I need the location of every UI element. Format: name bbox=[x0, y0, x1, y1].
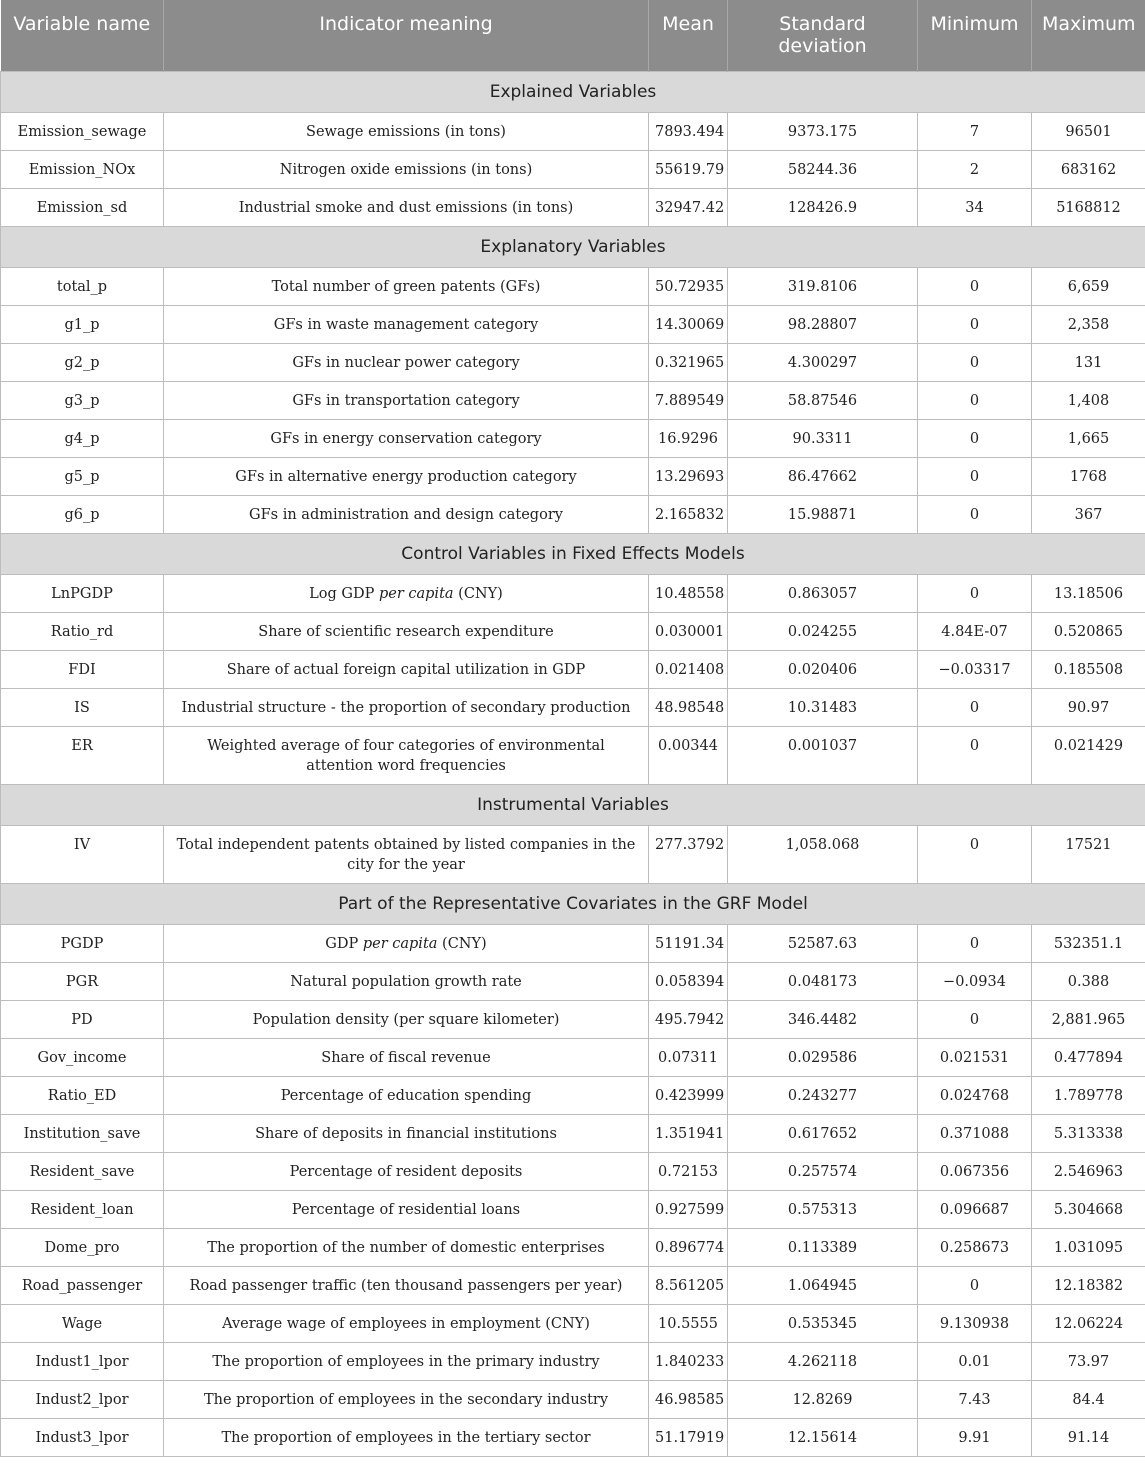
cell-maximum: 367 bbox=[1032, 496, 1145, 534]
cell-standard-deviation: 0.863057 bbox=[728, 575, 918, 613]
cell-minimum: 0.01 bbox=[918, 1343, 1032, 1381]
cell-mean: 2.165832 bbox=[649, 496, 728, 534]
table-row bbox=[1, 1001, 1145, 1039]
cell-variable-name: Emission_NOx bbox=[1, 151, 164, 189]
cell-indicator-meaning: Percentage of residential loans bbox=[164, 1191, 649, 1229]
cell-maximum: 1.031095 bbox=[1032, 1229, 1145, 1267]
cell-minimum: 0 bbox=[918, 925, 1032, 963]
cell-indicator-meaning: GFs in alternative energy production category bbox=[164, 458, 649, 496]
cell-standard-deviation: 15.98871 bbox=[728, 496, 918, 534]
italic-term: per capita bbox=[378, 586, 454, 602]
cell-maximum: 1768 bbox=[1032, 458, 1145, 496]
cell-minimum: −0.0934 bbox=[918, 963, 1032, 1001]
cell-minimum: 0 bbox=[918, 1001, 1032, 1039]
table-row bbox=[1, 1115, 1145, 1153]
cell-mean: 7893.494 bbox=[649, 113, 728, 151]
cell-indicator-meaning: The proportion of employees in the secondary industry bbox=[164, 1381, 649, 1419]
cell-mean: 0.423999 bbox=[649, 1077, 728, 1115]
cell-minimum: 0.021531 bbox=[918, 1039, 1032, 1077]
cell-indicator-meaning: GFs in administration and design category bbox=[164, 496, 649, 534]
cell-standard-deviation: 0.575313 bbox=[728, 1191, 918, 1229]
cell-minimum: 9.91 bbox=[918, 1419, 1032, 1457]
cell-minimum: 34 bbox=[918, 189, 1032, 227]
cell-maximum: 96501 bbox=[1032, 113, 1145, 151]
cell-indicator-meaning: Percentage of education spending bbox=[164, 1077, 649, 1115]
cell-standard-deviation: 1.064945 bbox=[728, 1267, 918, 1305]
cell-minimum: 4.84E-07 bbox=[918, 613, 1032, 651]
section-header-row bbox=[1, 534, 1145, 575]
table-row bbox=[1, 189, 1145, 227]
cell-standard-deviation: 0.113389 bbox=[728, 1229, 918, 1267]
cell-minimum: 0.024768 bbox=[918, 1077, 1032, 1115]
cell-standard-deviation: 4.262118 bbox=[728, 1343, 918, 1381]
cell-indicator-meaning: Road passenger traffic (ten thousand passengers per year) bbox=[164, 1267, 649, 1305]
cell-variable-name: g5_p bbox=[1, 458, 164, 496]
cell-indicator-meaning: Share of deposits in financial institutions bbox=[164, 1115, 649, 1153]
cell-mean: 495.7942 bbox=[649, 1001, 728, 1039]
cell-minimum: 0 bbox=[918, 420, 1032, 458]
cell-minimum: 0 bbox=[918, 306, 1032, 344]
table-row bbox=[1, 1267, 1145, 1305]
cell-indicator-meaning: The proportion of employees in the primary industry bbox=[164, 1343, 649, 1381]
cell-mean: 0.321965 bbox=[649, 344, 728, 382]
cell-variable-name: Institution_save bbox=[1, 1115, 164, 1153]
header-standard-deviation: Standard deviation bbox=[728, 0, 918, 72]
cell-minimum: 0 bbox=[918, 689, 1032, 727]
cell-standard-deviation: 0.001037 bbox=[728, 727, 918, 785]
section-title: Explanatory Variables bbox=[1, 227, 1145, 268]
cell-maximum: 13.18506 bbox=[1032, 575, 1145, 613]
table-row bbox=[1, 113, 1145, 151]
table-row bbox=[1, 575, 1145, 613]
cell-indicator-meaning: Weighted average of four categories of environmental attention word frequencies bbox=[164, 727, 649, 785]
cell-maximum: 6,659 bbox=[1032, 268, 1145, 306]
cell-mean: 51191.34 bbox=[649, 925, 728, 963]
cell-standard-deviation: 12.15614 bbox=[728, 1419, 918, 1457]
table-row bbox=[1, 1153, 1145, 1191]
cell-minimum: 0 bbox=[918, 458, 1032, 496]
cell-variable-name: Ratio_ED bbox=[1, 1077, 164, 1115]
cell-standard-deviation: 12.8269 bbox=[728, 1381, 918, 1419]
table-row bbox=[1, 151, 1145, 189]
cell-minimum: 9.130938 bbox=[918, 1305, 1032, 1343]
cell-indicator-meaning: Total number of green patents (GFs) bbox=[164, 268, 649, 306]
cell-standard-deviation: 0.257574 bbox=[728, 1153, 918, 1191]
cell-indicator-meaning: GDP per capita (CNY) bbox=[164, 925, 649, 963]
cell-mean: 50.72935 bbox=[649, 268, 728, 306]
cell-maximum: 73.97 bbox=[1032, 1343, 1145, 1381]
cell-mean: 14.30069 bbox=[649, 306, 728, 344]
cell-standard-deviation: 4.300297 bbox=[728, 344, 918, 382]
cell-indicator-meaning: Share of scientific research expenditure bbox=[164, 613, 649, 651]
cell-variable-name: Indust2_lpor bbox=[1, 1381, 164, 1419]
cell-variable-name: LnPGDP bbox=[1, 575, 164, 613]
cell-minimum: 7.43 bbox=[918, 1381, 1032, 1419]
cell-indicator-meaning: Total independent patents obtained by listed companies in the city for the year bbox=[164, 826, 649, 884]
cell-variable-name: g2_p bbox=[1, 344, 164, 382]
cell-mean: 0.896774 bbox=[649, 1229, 728, 1267]
cell-minimum: 0 bbox=[918, 575, 1032, 613]
cell-indicator-meaning: Percentage of resident deposits bbox=[164, 1153, 649, 1191]
cell-mean: 32947.42 bbox=[649, 189, 728, 227]
cell-indicator-meaning: Sewage emissions (in tons) bbox=[164, 113, 649, 151]
cell-mean: 13.29693 bbox=[649, 458, 728, 496]
cell-indicator-meaning: Average wage of employees in employment (CNY) bbox=[164, 1305, 649, 1343]
table-row bbox=[1, 689, 1145, 727]
cell-standard-deviation: 10.31483 bbox=[728, 689, 918, 727]
cell-mean: 0.07311 bbox=[649, 1039, 728, 1077]
cell-minimum: 0.258673 bbox=[918, 1229, 1032, 1267]
cell-mean: 0.00344 bbox=[649, 727, 728, 785]
cell-minimum: 0 bbox=[918, 344, 1032, 382]
cell-variable-name: PGDP bbox=[1, 925, 164, 963]
cell-maximum: 0.520865 bbox=[1032, 613, 1145, 651]
table-row bbox=[1, 382, 1145, 420]
cell-standard-deviation: 86.47662 bbox=[728, 458, 918, 496]
table-row bbox=[1, 1039, 1145, 1077]
cell-mean: 277.3792 bbox=[649, 826, 728, 884]
cell-indicator-meaning: GFs in transportation category bbox=[164, 382, 649, 420]
header-maximum: Maximum bbox=[1032, 0, 1145, 72]
cell-standard-deviation: 90.3311 bbox=[728, 420, 918, 458]
table-row bbox=[1, 651, 1145, 689]
cell-standard-deviation: 0.617652 bbox=[728, 1115, 918, 1153]
cell-indicator-meaning: Nitrogen oxide emissions (in tons) bbox=[164, 151, 649, 189]
table-row bbox=[1, 1419, 1145, 1457]
cell-indicator-meaning: The proportion of the number of domestic enterprises bbox=[164, 1229, 649, 1267]
cell-maximum: 91.14 bbox=[1032, 1419, 1145, 1457]
table-row bbox=[1, 268, 1145, 306]
cell-variable-name: g4_p bbox=[1, 420, 164, 458]
cell-maximum: 0.388 bbox=[1032, 963, 1145, 1001]
cell-indicator-meaning: Log GDP per capita (CNY) bbox=[164, 575, 649, 613]
cell-variable-name: Indust1_lpor bbox=[1, 1343, 164, 1381]
cell-indicator-meaning: The proportion of employees in the tertiary sector bbox=[164, 1419, 649, 1457]
section-title: Part of the Representative Covariates in the GRF Model bbox=[1, 884, 1145, 925]
cell-variable-name: total_p bbox=[1, 268, 164, 306]
cell-minimum: 0 bbox=[918, 727, 1032, 785]
cell-standard-deviation: 0.020406 bbox=[728, 651, 918, 689]
cell-maximum: 12.18382 bbox=[1032, 1267, 1145, 1305]
cell-mean: 0.058394 bbox=[649, 963, 728, 1001]
cell-maximum: 90.97 bbox=[1032, 689, 1145, 727]
table-row bbox=[1, 613, 1145, 651]
table-row bbox=[1, 727, 1145, 785]
cell-mean: 55619.79 bbox=[649, 151, 728, 189]
cell-variable-name: Road_passenger bbox=[1, 1267, 164, 1305]
cell-variable-name: Dome_pro bbox=[1, 1229, 164, 1267]
cell-standard-deviation: 0.243277 bbox=[728, 1077, 918, 1115]
cell-indicator-meaning: Industrial structure - the proportion of secondary production bbox=[164, 689, 649, 727]
cell-standard-deviation: 58.87546 bbox=[728, 382, 918, 420]
cell-standard-deviation: 9373.175 bbox=[728, 113, 918, 151]
cell-maximum: 1.789778 bbox=[1032, 1077, 1145, 1115]
table-row bbox=[1, 925, 1145, 963]
table-row bbox=[1, 963, 1145, 1001]
cell-maximum: 0.021429 bbox=[1032, 727, 1145, 785]
cell-standard-deviation: 128426.9 bbox=[728, 189, 918, 227]
cell-mean: 10.48558 bbox=[649, 575, 728, 613]
section-title: Instrumental Variables bbox=[1, 785, 1145, 826]
cell-standard-deviation: 0.029586 bbox=[728, 1039, 918, 1077]
cell-maximum: 1,408 bbox=[1032, 382, 1145, 420]
cell-maximum: 5.313338 bbox=[1032, 1115, 1145, 1153]
header-indicator-meaning: Indicator meaning bbox=[164, 0, 649, 72]
cell-minimum: 2 bbox=[918, 151, 1032, 189]
cell-variable-name: Wage bbox=[1, 1305, 164, 1343]
section-title: Control Variables in Fixed Effects Models bbox=[1, 534, 1145, 575]
cell-minimum: 0 bbox=[918, 382, 1032, 420]
cell-standard-deviation: 0.535345 bbox=[728, 1305, 918, 1343]
cell-standard-deviation: 98.28807 bbox=[728, 306, 918, 344]
cell-mean: 0.927599 bbox=[649, 1191, 728, 1229]
cell-variable-name: Emission_sd bbox=[1, 189, 164, 227]
cell-variable-name: ER bbox=[1, 727, 164, 785]
header-mean: Mean bbox=[649, 0, 728, 72]
cell-variable-name: Ratio_rd bbox=[1, 613, 164, 651]
cell-mean: 46.98585 bbox=[649, 1381, 728, 1419]
cell-mean: 0.72153 bbox=[649, 1153, 728, 1191]
header-minimum: Minimum bbox=[918, 0, 1032, 72]
section-title: Explained Variables bbox=[1, 72, 1145, 113]
section-header-row bbox=[1, 227, 1145, 268]
table-row bbox=[1, 496, 1145, 534]
cell-maximum: 17521 bbox=[1032, 826, 1145, 884]
cell-variable-name: Indust3_lpor bbox=[1, 1419, 164, 1457]
italic-term: per capita bbox=[362, 936, 438, 952]
cell-variable-name: PGR bbox=[1, 963, 164, 1001]
cell-variable-name: g3_p bbox=[1, 382, 164, 420]
section-header-row bbox=[1, 785, 1145, 826]
cell-mean: 7.889549 bbox=[649, 382, 728, 420]
cell-variable-name: g1_p bbox=[1, 306, 164, 344]
cell-mean: 10.5555 bbox=[649, 1305, 728, 1343]
cell-maximum: 5168812 bbox=[1032, 189, 1145, 227]
cell-mean: 51.17919 bbox=[649, 1419, 728, 1457]
cell-standard-deviation: 58244.36 bbox=[728, 151, 918, 189]
cell-standard-deviation: 0.024255 bbox=[728, 613, 918, 651]
cell-minimum: 0.067356 bbox=[918, 1153, 1032, 1191]
cell-variable-name: FDI bbox=[1, 651, 164, 689]
cell-mean: 1.840233 bbox=[649, 1343, 728, 1381]
cell-maximum: 2.546963 bbox=[1032, 1153, 1145, 1191]
cell-minimum: 0 bbox=[918, 496, 1032, 534]
table-row bbox=[1, 1305, 1145, 1343]
cell-mean: 0.021408 bbox=[649, 651, 728, 689]
cell-minimum: 0 bbox=[918, 268, 1032, 306]
cell-maximum: 2,881.965 bbox=[1032, 1001, 1145, 1039]
cell-variable-name: PD bbox=[1, 1001, 164, 1039]
cell-maximum: 84.4 bbox=[1032, 1381, 1145, 1419]
cell-mean: 8.561205 bbox=[649, 1267, 728, 1305]
cell-indicator-meaning: Industrial smoke and dust emissions (in tons) bbox=[164, 189, 649, 227]
table-row bbox=[1, 826, 1145, 884]
cell-variable-name: Resident_save bbox=[1, 1153, 164, 1191]
cell-maximum: 0.477894 bbox=[1032, 1039, 1145, 1077]
cell-standard-deviation: 346.4482 bbox=[728, 1001, 918, 1039]
cell-standard-deviation: 1,058.068 bbox=[728, 826, 918, 884]
cell-minimum: 0.096687 bbox=[918, 1191, 1032, 1229]
cell-minimum: −0.03317 bbox=[918, 651, 1032, 689]
cell-standard-deviation: 0.048173 bbox=[728, 963, 918, 1001]
cell-mean: 48.98548 bbox=[649, 689, 728, 727]
header-variable-name: Variable name bbox=[1, 0, 164, 72]
table-row bbox=[1, 420, 1145, 458]
cell-maximum: 12.06224 bbox=[1032, 1305, 1145, 1343]
cell-maximum: 5.304668 bbox=[1032, 1191, 1145, 1229]
cell-variable-name: Gov_income bbox=[1, 1039, 164, 1077]
cell-standard-deviation: 319.8106 bbox=[728, 268, 918, 306]
table-body bbox=[1, 72, 1145, 1457]
cell-indicator-meaning: Share of fiscal revenue bbox=[164, 1039, 649, 1077]
cell-minimum: 0 bbox=[918, 1267, 1032, 1305]
cell-indicator-meaning: GFs in energy conservation category bbox=[164, 420, 649, 458]
cell-indicator-meaning: Share of actual foreign capital utilization in GDP bbox=[164, 651, 649, 689]
table-row bbox=[1, 1077, 1145, 1115]
table-row bbox=[1, 458, 1145, 496]
table-row bbox=[1, 344, 1145, 382]
cell-maximum: 532351.1 bbox=[1032, 925, 1145, 963]
table-row bbox=[1, 1381, 1145, 1419]
cell-indicator-meaning: GFs in waste management category bbox=[164, 306, 649, 344]
cell-indicator-meaning: Population density (per square kilometer) bbox=[164, 1001, 649, 1039]
table-row bbox=[1, 306, 1145, 344]
cell-mean: 1.351941 bbox=[649, 1115, 728, 1153]
table-row bbox=[1, 1191, 1145, 1229]
cell-mean: 16.9296 bbox=[649, 420, 728, 458]
section-header-row bbox=[1, 72, 1145, 113]
section-header-row bbox=[1, 884, 1145, 925]
cell-maximum: 1,665 bbox=[1032, 420, 1145, 458]
cell-standard-deviation: 52587.63 bbox=[728, 925, 918, 963]
cell-variable-name: Resident_loan bbox=[1, 1191, 164, 1229]
cell-maximum: 131 bbox=[1032, 344, 1145, 382]
cell-variable-name: IS bbox=[1, 689, 164, 727]
cell-indicator-meaning: GFs in nuclear power category bbox=[164, 344, 649, 382]
cell-variable-name: IV bbox=[1, 826, 164, 884]
table-row bbox=[1, 1229, 1145, 1267]
cell-minimum: 7 bbox=[918, 113, 1032, 151]
cell-maximum: 2,358 bbox=[1032, 306, 1145, 344]
cell-mean: 0.030001 bbox=[649, 613, 728, 651]
cell-minimum: 0.371088 bbox=[918, 1115, 1032, 1153]
cell-minimum: 0 bbox=[918, 826, 1032, 884]
cell-variable-name: Emission_sewage bbox=[1, 113, 164, 151]
cell-variable-name: g6_p bbox=[1, 496, 164, 534]
cell-indicator-meaning: Natural population growth rate bbox=[164, 963, 649, 1001]
table-header-row bbox=[1, 0, 1145, 72]
cell-maximum: 0.185508 bbox=[1032, 651, 1145, 689]
table-row bbox=[1, 1343, 1145, 1381]
cell-maximum: 683162 bbox=[1032, 151, 1145, 189]
